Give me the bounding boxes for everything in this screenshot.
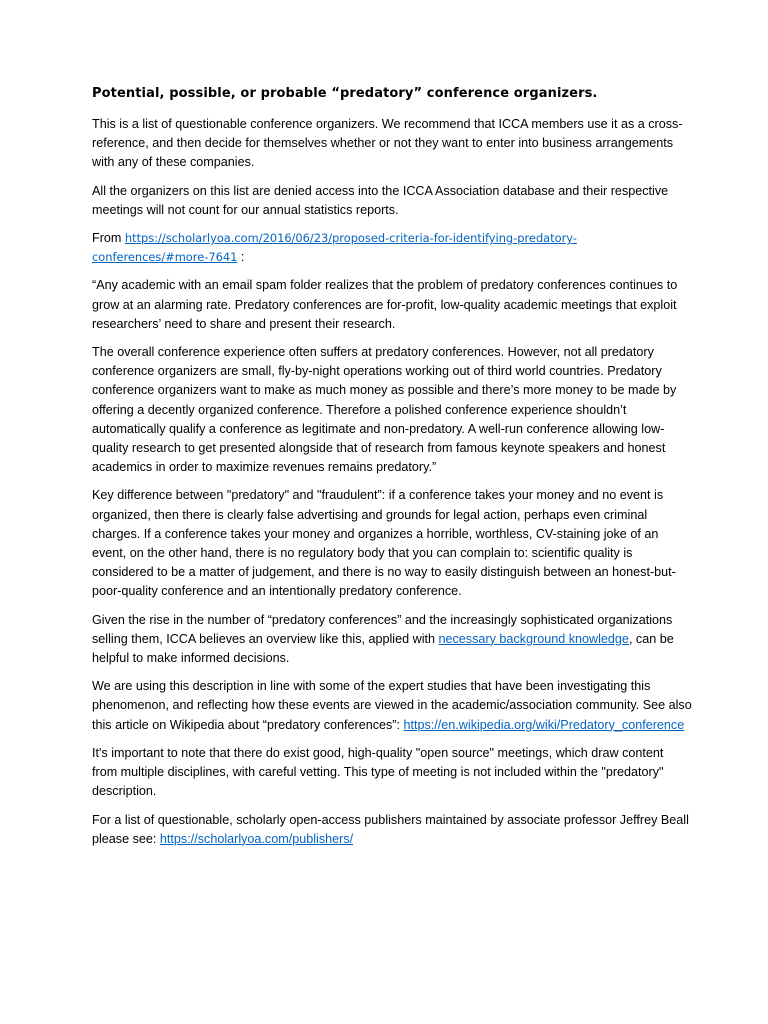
icca-overview-paragraph [92, 611, 692, 669]
source-label: From [92, 231, 125, 246]
icca-overview-text-after: , can be helpful to make informed decisions. [92, 631, 674, 666]
expert-studies-paragraph [92, 677, 692, 735]
document-page [92, 84, 692, 858]
source-paragraph [92, 229, 692, 267]
quote-paragraph-2: The overall conference experience often suffers at predatory conferences. However, not all predatory conference organizers are small, fly-by-night operations working out of third world countries. Predatory conference organizers want to make as much money as possible and there’s more money to be made by offering a decently organized conference. Therefore a polished conference experience shouldn’t automatically qualify a conference as legitimate and non-predatory. A well-run conference allowing low-quality research to get presented alongside that of research from famous keynote speakers and honest academics in order to maximize revenues remains predatory.” [92, 345, 677, 475]
quote-paragraph-1: “Any academic with an email spam folder realizes that the problem of predatory conferences continues to grow at an alarming rate. Predatory conferences are for-profit, low-quality academic meetings that exploit researchers’ need to share and present their research. [92, 278, 678, 331]
publishers-text: For a list of questionable, scholarly open-access publishers maintained by associate professor Jeffrey Beall please see: [92, 812, 689, 846]
scholarlyoa-criteria-link[interactable]: https://scholarlyoa.com/2016/06/23/proposed-criteria-for-identifying-predatory-conferences/#more-7641 [92, 231, 577, 265]
publishers-link[interactable]: https://scholarlyoa.com/publishers/ [159, 831, 354, 846]
database-access-paragraph: All the organizers on this list are denied access into the ICCA Association database and their respective meetings will not count for our annual statistics reports. [92, 183, 669, 217]
publishers-paragraph [92, 811, 692, 849]
open-source-note-paragraph: It's important to note that there do exist good, high-quality "open source" meetings, which draw content from multiple disciplines, with careful vetting. This type of meeting is not included within the "predatory" description. [92, 745, 664, 799]
background-knowledge-link[interactable]: necessary background knowledge [438, 631, 629, 646]
wikipedia-link[interactable]: https://en.wikipedia.org/wiki/Predatory_conference [403, 717, 685, 732]
key-difference-paragraph: Key difference between "predatory" and "fraudulent”: if a conference takes your money and no event is organized, then there is clearly false advertising and grounds for legal action, perhaps even criminal charges. If a conference takes your money and organizes a horrible, worthless, CV-staining joke of an event, on the other hand, there is no regulatory body that you can complain to: scientific quality is considered to be a matter of judgement, and there is no way to easily distinguish between an honest-but-poor-quality conference and an intentionally predatory conference. [92, 488, 676, 599]
intro-paragraph: This is a list of questionable conference organizers. We recommend that ICCA members use it as a cross-reference, and then decide for themselves whether or not they want to enter into business arrangements with any of these companies. [92, 117, 683, 170]
source-suffix: : [237, 250, 245, 265]
icca-overview-text-before: Given the rise in the number of “predatory conferences” and the increasingly sophisticated organizations selling them, ICCA believes an overview like this, applied with [92, 612, 673, 646]
expert-studies-text: We are using this description in line with some of the expert studies that have been investigating this phenomenon, and reflecting how these events are viewed in the academic/association community. See also this article on Wikipedia about “predatory conferences”: [92, 679, 692, 732]
document-title: Potential, possible, or probable “predatory” conference organizers. [92, 86, 598, 101]
